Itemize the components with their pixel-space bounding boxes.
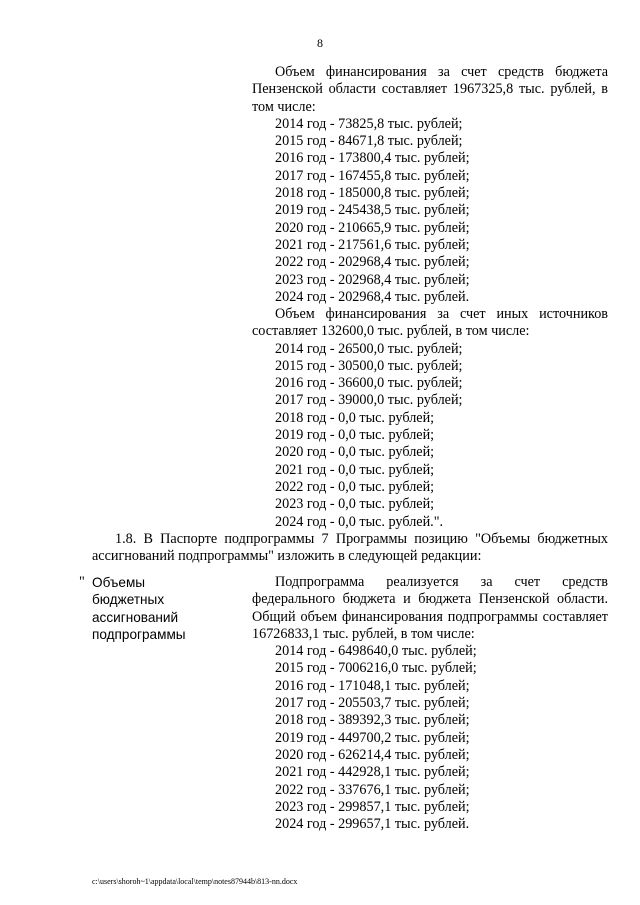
subprogram-financing-intro: Подпрограмма реализуется за счет средств федерального бюджета и бюджета Пензенской области. Общий объем финансирования подпрограммы составляет 16726833,1 тыс. рублей, в том числе: — [252, 574, 608, 642]
budget-financing-intro: Объем финансирования за счет средств бюджета Пензенской области составляет 1967325,8 тыс. рублей, в том числе: — [252, 64, 608, 115]
year-line: 2015 год - 30500,0 тыс. рублей; — [275, 357, 463, 374]
page-number: 8 — [317, 36, 323, 50]
year-line: 2021 год - 217561,6 тыс. рублей; — [275, 236, 470, 253]
other-sources-block — [252, 306, 608, 531]
year-line: 2014 год - 26500,0 тыс. рублей; — [275, 340, 463, 357]
file-path-footer: c:\users\shoroh~1\appdata\local\temp\notes87944b\813-nn.docx — [92, 877, 298, 886]
year-line: 2018 год - 0,0 тыс. рублей; — [275, 409, 435, 426]
year-line: 2020 год - 626214,4 тыс. рублей; — [275, 746, 470, 763]
year-line: 2017 год - 205503,7 тыс. рублей; — [275, 695, 470, 712]
year-line: 2019 год - 449700,2 тыс. рублей; — [275, 729, 470, 746]
year-line: 2021 год - 0,0 тыс. рублей; — [275, 461, 435, 478]
year-line: 2015 год - 84671,8 тыс. рублей; — [275, 133, 463, 150]
year-line: 2015 год - 7006216,0 тыс. рублей; — [275, 660, 477, 677]
year-line: 2018 год - 185000,8 тыс. рублей; — [275, 185, 470, 202]
year-line: 2024 год - 202968,4 тыс. рублей. — [275, 288, 470, 305]
other-sources-intro: Объем финансирования за счет иных источников составляет 132600,0 тыс. рублей, в том числе: — [252, 306, 608, 340]
label-line: подпрограммы — [92, 626, 186, 642]
year-line: 2019 год - 245438,5 тыс. рублей; — [275, 202, 470, 219]
year-line: 2022 год - 0,0 тыс. рублей; — [275, 478, 435, 495]
year-line: 2022 год - 337676,1 тыс. рублей; — [275, 781, 470, 798]
year-line: 2020 год - 0,0 тыс. рублей; — [275, 444, 435, 461]
year-line: 2019 год - 0,0 тыс. рублей; — [275, 427, 435, 444]
subprogram-financing-block — [252, 574, 608, 833]
year-line: 2024 год - 0,0 тыс. рублей.". — [275, 513, 444, 530]
allocations-label — [92, 574, 242, 643]
year-line: 2016 год - 171048,1 тыс. рублей; — [275, 677, 470, 694]
opening-quote: " — [79, 574, 85, 590]
year-line: 2016 год - 173800,4 тыс. рублей; — [275, 150, 470, 167]
year-line: 2017 год - 167455,8 тыс. рублей; — [275, 167, 470, 184]
budget-financing-block — [252, 64, 608, 306]
year-line: 2020 год - 210665,9 тыс. рублей; — [275, 219, 470, 236]
label-line: Объемы — [92, 575, 146, 590]
year-line: 2023 год - 202968,4 тыс. рублей; — [275, 271, 470, 288]
year-line: 2014 год - 6498640,0 тыс. рублей; — [275, 643, 477, 660]
year-line: 2014 год - 73825,8 тыс. рублей; — [275, 115, 463, 132]
year-line: 2017 год - 39000,0 тыс. рублей; — [275, 392, 463, 409]
year-line: 2022 год - 202968,4 тыс. рублей; — [275, 254, 470, 271]
paragraph-1-8: 1.8. В Паспорте подпрограммы 7 Программы позицию "Объемы бюджетных ассигнований подпрограммы" изложить в следующей редакции: — [92, 531, 608, 565]
label-line: бюджетных — [92, 592, 165, 608]
year-line: 2023 год - 0,0 тыс. рублей; — [275, 496, 435, 513]
year-line: 2018 год - 389392,3 тыс. рублей; — [275, 712, 470, 729]
label-line: ассигнований — [92, 609, 179, 625]
year-line: 2024 год - 299657,1 тыс. рублей. — [275, 816, 470, 833]
year-line: 2023 год - 299857,1 тыс. рублей; — [275, 798, 470, 815]
year-line: 2021 год - 442928,1 тыс. рублей; — [275, 764, 470, 781]
year-line: 2016 год - 36600,0 тыс. рублей; — [275, 375, 463, 392]
